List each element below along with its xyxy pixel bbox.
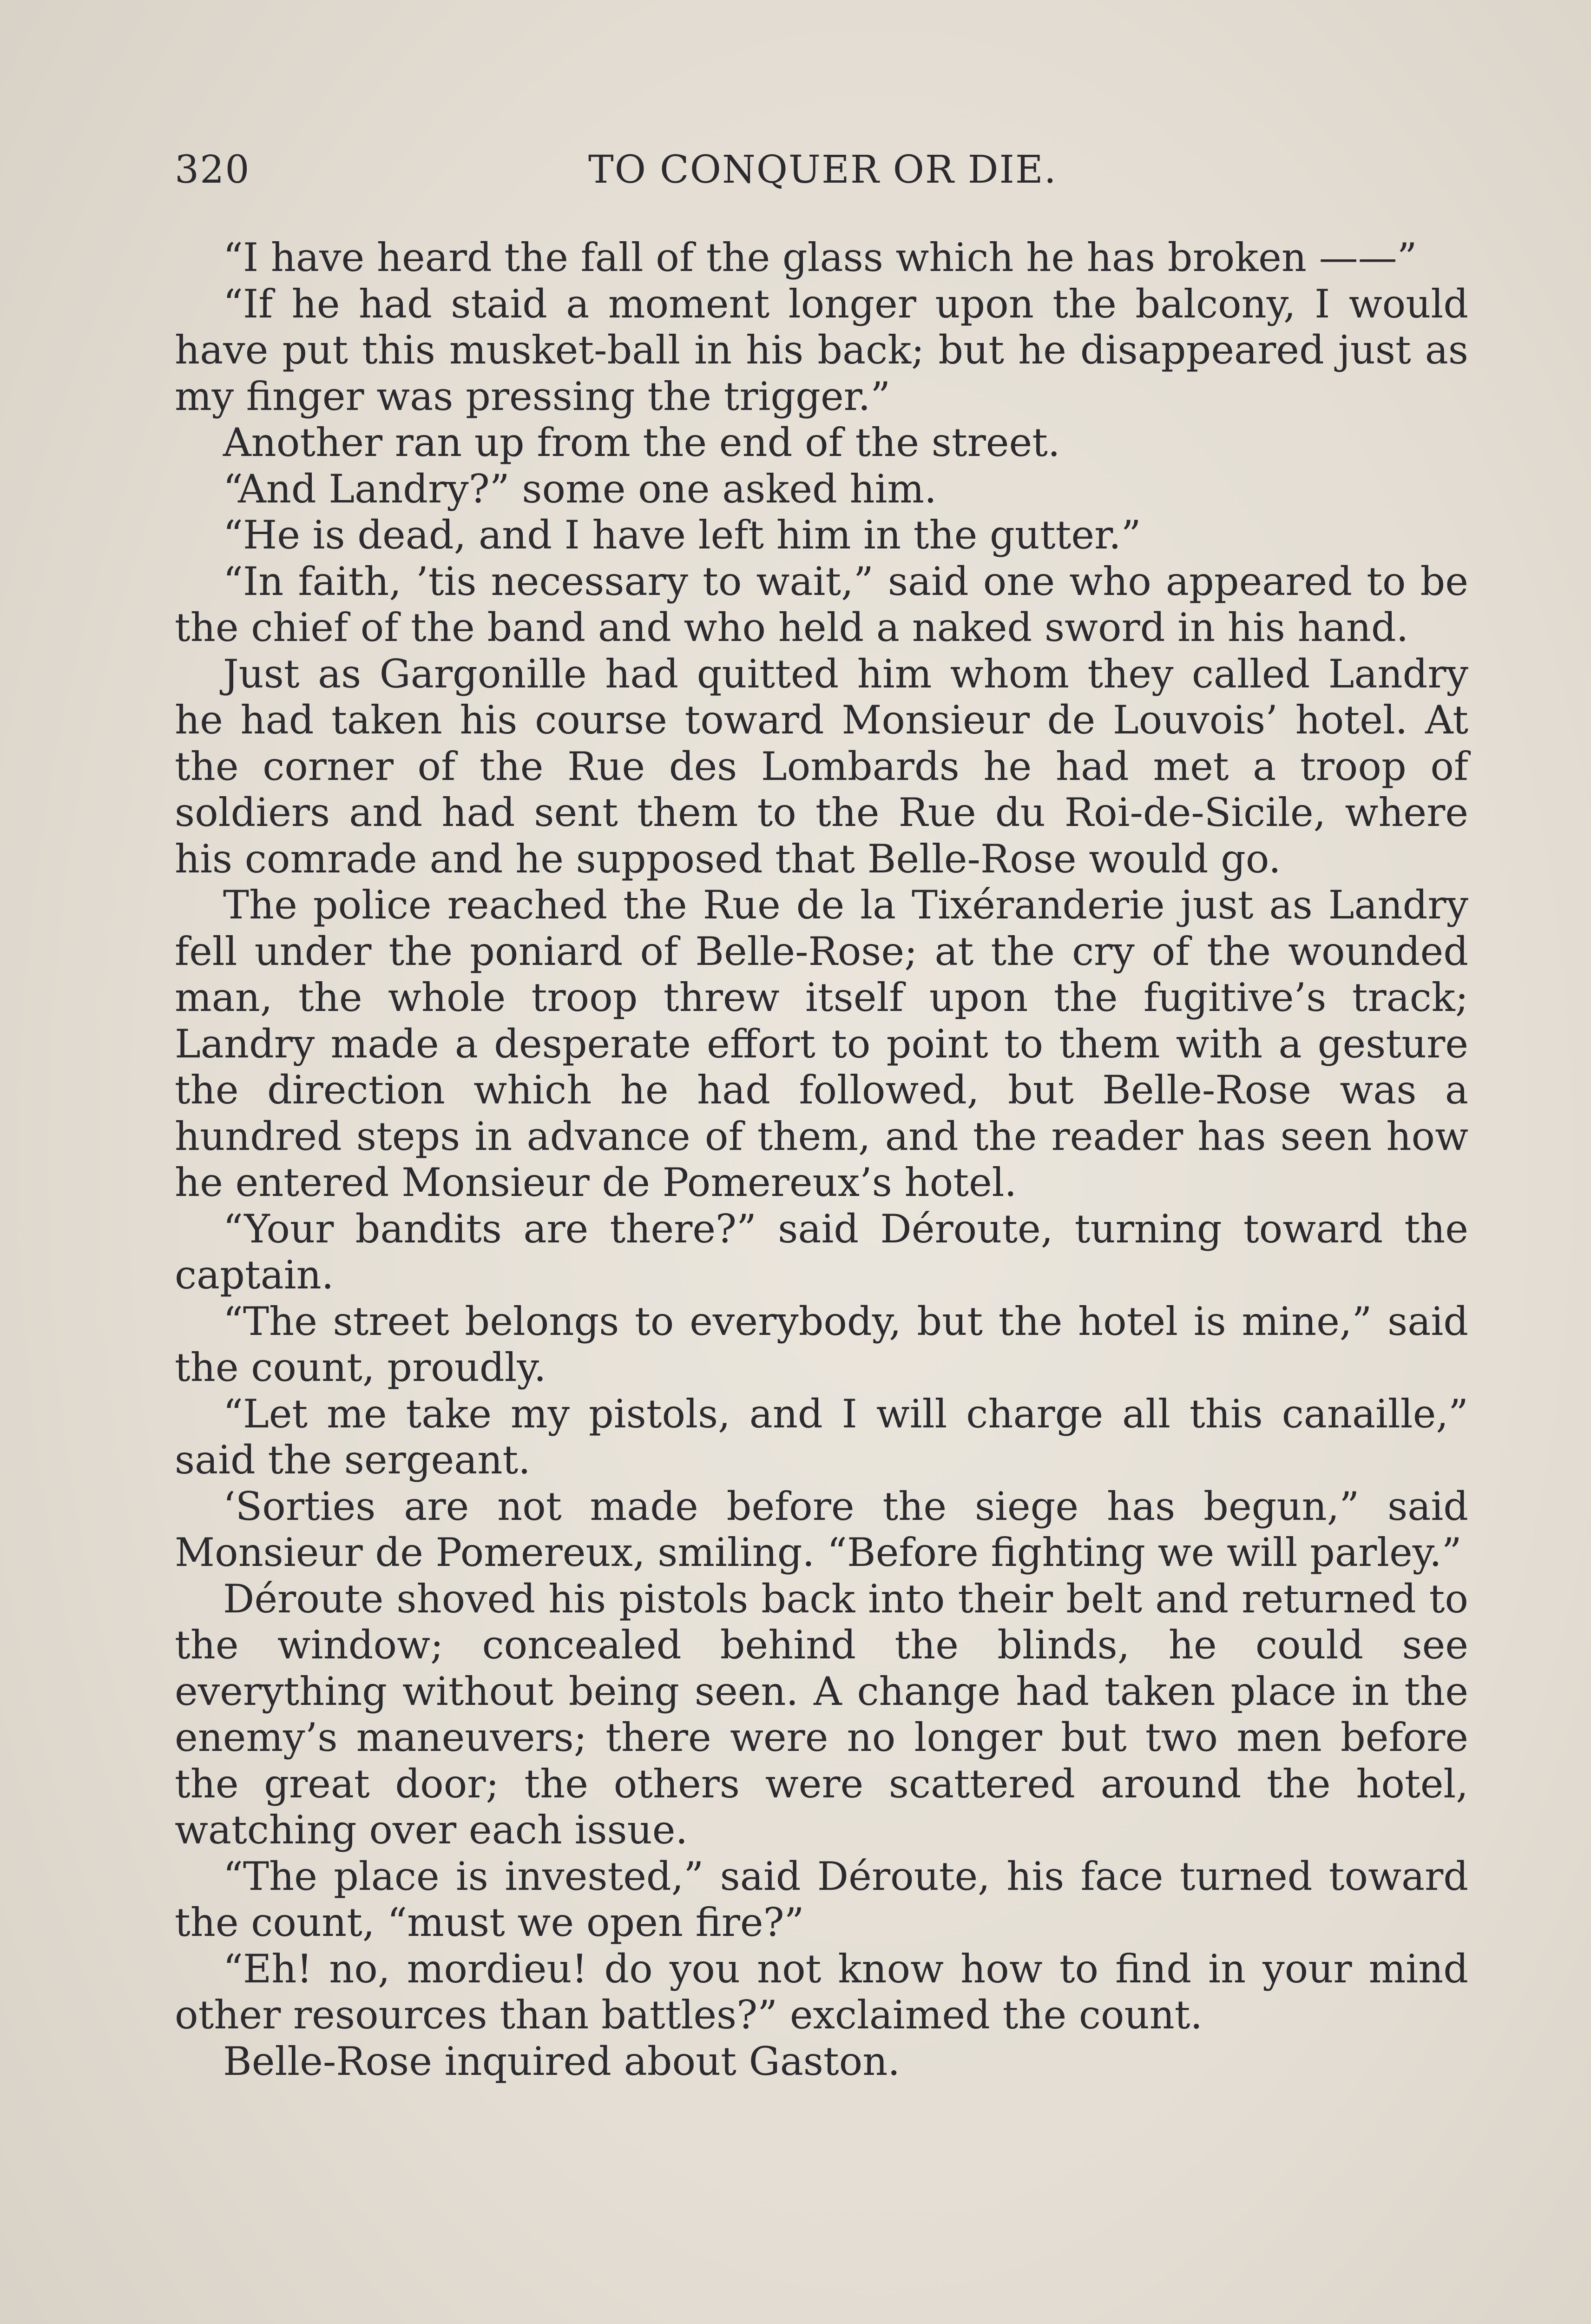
page-number: 320 [175,148,250,192]
paragraph: “Your bandits are there?” said Déroute, turning toward the captain. [175,1206,1468,1298]
paragraph: The police reached the Rue de la Tixéranderie just as Landry fell under the poniard of Belle-Rose; at the cry of the wounded man, the whole troop threw itself upon the fugitive’s track; Landry made a desperate effort to point to them with a gesture the direction which he had followed, but Belle-Rose was a hundred steps in advance of them, and the reader has seen how he entered Monsieur de Pomereux’s hotel. [175,882,1468,1205]
page-header [175,148,1573,204]
paragraph: Just as Gargonille had quitted him whom they called Landry he had taken his course toward Monsieur de Louvois’ hotel. At the corner of the Rue des Lombards he had met a troop of soldiers and had sent them to the Rue du Roi-de-Sicile, where his comrade and he supposed that Belle-Rose would go. [175,651,1468,882]
paragraph: “In faith, ’tis necessary to wait,” said one who appeared to be the chief of the band and who held a naked sword in his hand. [175,558,1468,650]
paragraph: “And Landry?” some one asked him. [223,466,937,512]
paragraph: “The street belongs to everybody, but the hotel is mine,” said the count, proudly. [175,1298,1468,1390]
paragraph: “He is dead, and I have left him in the gutter.” [223,512,1141,558]
paragraph: “Eh! no, mordieu! do you not know how to find in your mind other resources than battles?” exclaimed the count. [175,1946,1468,2038]
paragraph: “If he had staid a moment longer upon the balcony, I would have put this musket-ball in his back; but he disappeared just as my finger was pressing the trigger.” [175,281,1468,419]
paragraph: “The place is invested,” said Déroute, his face turned toward the count, “must we open fire?” [175,1853,1468,1945]
running-head: TO CONQUER OR DIE. [588,148,1057,192]
paragraph: Belle-Rose inquired about Gaston. [223,2038,901,2084]
paragraph: “Let me take my pistols, and I will charge all this canaille,” said the sergeant. [175,1391,1468,1483]
paragraph: “I have heard the fall of the glass which he has broken ——” [223,235,1417,280]
paragraph: Another ran up from the end of the street. [223,420,1060,465]
paragraph: ‘Sorties are not made before the siege has begun,” said Monsieur de Pomereux, smiling. “Before fighting we will parley.” [175,1483,1468,1575]
body-text [175,235,1468,2085]
paragraph: Déroute shoved his pistols back into their belt and returned to the window; concealed behind the blinds, he could see everything without being seen. A change had taken place in the enemy’s maneuvers; there were no longer but two men before the great door; the others were scattered around the hotel, watching over each issue. [175,1576,1468,1853]
